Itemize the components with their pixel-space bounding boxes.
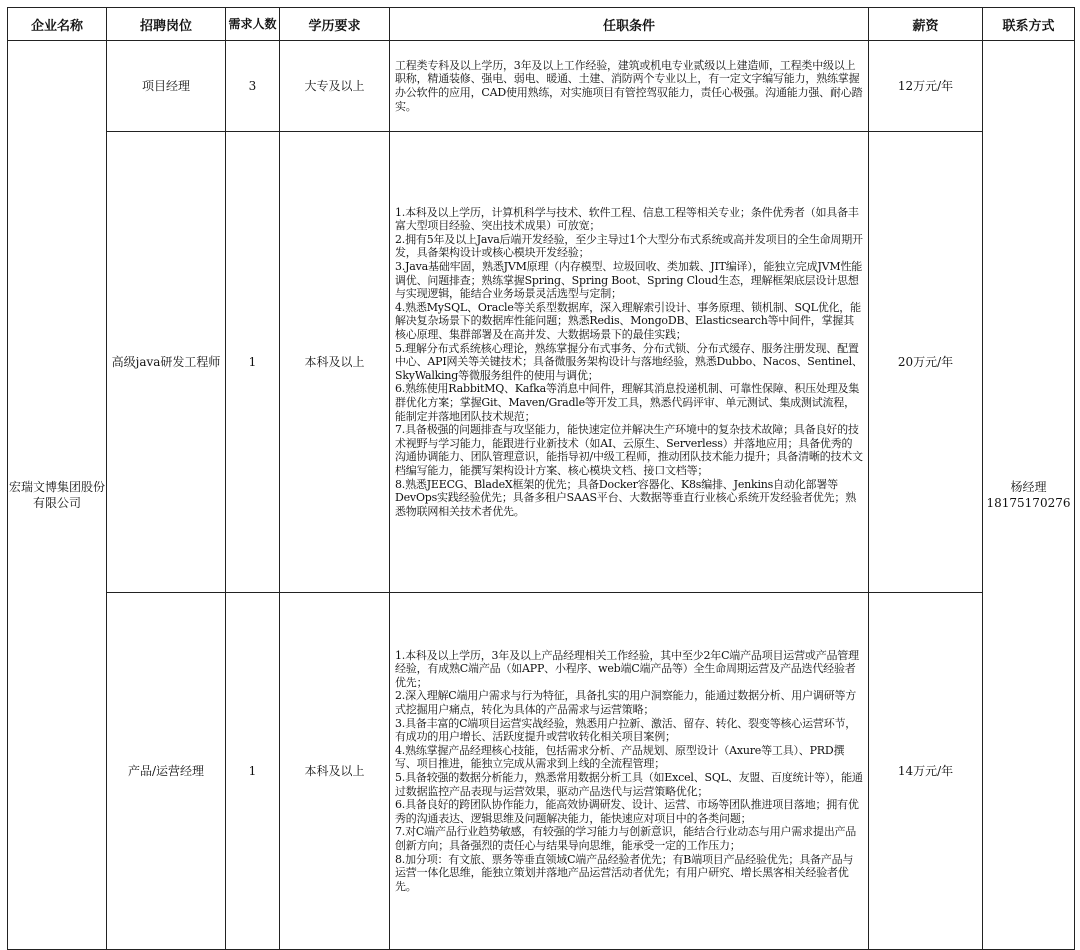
contact-cell xyxy=(983,41,1075,950)
job-count: 3 xyxy=(226,41,280,132)
requirement-item: 6.具备良好的跨团队协作能力，能高效协调研发、设计、运营、市场等团队推进项目落地；拥有优秀的沟通表达、逻辑思维及问题解决能力，能快速应对项目中的各类问题； xyxy=(395,798,859,825)
requirement-item: 2.拥有5年及以上Java后端开发经验，至少主导过1个大型分布式系统或高并发项目的全生命周期开发，具备架构设计或核心模块开发经验； xyxy=(395,232,863,260)
job-row-project-manager xyxy=(8,41,1075,132)
job-salary: 14万元/年 xyxy=(869,593,983,950)
job-position: 项目经理 xyxy=(107,41,226,132)
requirement-item: 4.熟悉MySQL、Oracle等关系型数据库，深入理解索引设计、事务原理、锁机制、SQL优化，能解决复杂场景下的数据库性能问题；熟悉Redis、MongoDB、Elasticsearch等中间件，掌握其核心原理、集群部署及在高并发、大数据场景下的最佳实践； xyxy=(395,300,861,342)
job-requirements xyxy=(390,132,869,593)
header-count: 需求人数 xyxy=(226,8,280,41)
header-requirements: 任职条件 xyxy=(390,8,869,41)
requirement-item: 4.熟练掌握产品经理核心技能，包括需求分析、产品规划、原型设计（Axure等工具）、PRD撰写、项目推进，能独立完成从需求到上线的全流程管理； xyxy=(395,743,845,771)
requirement-item: 8.熟悉JEECG、BladeX框架的优先；具备Docker容器化、K8s编排、Jenkins自动化部署等DevOps实践经验优先；具备多租户SAAS平台、大数据等垂直行业核心系统开发经验者优先；熟悉物联网相关技术者优先。 xyxy=(395,477,857,518)
job-education: 本科及以上 xyxy=(280,132,390,593)
requirement-item: 1.本科及以上学历，3年及以上产品经理相关工作经验，其中至少2年C端产品项目运营或产品管理经验，有成熟C端产品（如APP、小程序、web端C端产品等）全生命周期运营及产品迭代经验者优先； xyxy=(395,648,859,689)
requirement-item: 7.对C端产品行业趋势敏感，有较强的学习能力与创新意识，能结合行业动态与用户需求提出产品创新方向；具备强烈的责任心与结果导向思维，能承受一定的工作压力； xyxy=(395,825,857,852)
job-education: 大专及以上 xyxy=(280,41,390,132)
header-company: 企业名称 xyxy=(8,8,107,41)
requirement-item: 3.具备丰富的C端项目运营实战经验，熟悉用户拉新、激活、留存、转化、裂变等核心运营环节，有成功的用户增长、活跃度提升或营收转化相关项目案例； xyxy=(395,716,857,744)
contact-phone: 18175170276 xyxy=(986,496,1071,510)
job-requirements xyxy=(390,593,869,950)
header-position: 招聘岗位 xyxy=(107,8,226,41)
job-row-product-manager xyxy=(8,593,1075,950)
job-row-java-engineer xyxy=(8,132,1075,593)
header-row xyxy=(8,8,1075,41)
job-requirements xyxy=(390,41,869,132)
requirement-item: 5.理解分布式系统核心理论，熟练掌握分布式事务、分布式锁、分布式缓存、服务注册发现、配置中心、API网关等关键技术；具备微服务架构设计与落地经验，熟悉Dubbo、Nacos、Sentinel、SkyWalking等微服务组件的使用与调优； xyxy=(395,341,863,382)
recruitment-table xyxy=(7,7,1075,950)
job-salary: 20万元/年 xyxy=(869,132,983,593)
header-salary: 薪资 xyxy=(869,8,983,41)
job-position: 产品/运营经理 xyxy=(107,593,226,950)
contact-name: 杨经理 xyxy=(1010,480,1047,494)
header-education: 学历要求 xyxy=(280,8,390,41)
requirement-item: 5.具备较强的数据分析能力，熟悉常用数据分析工具（如Excel、SQL、友盟、百度统计等），能通过数据监控产品表现与运营效果，驱动产品迭代与运营策略优化； xyxy=(395,771,863,798)
header-contact: 联系方式 xyxy=(983,8,1075,41)
requirement-item: 8.加分项：有文旅、票务等垂直领域C端产品经验者优先；有B端项目产品经验优先；具备产品与运营一体化思维，能独立策划并落地产品运营活动者优先；有用户研究、增长黑客相关经验者优先。 xyxy=(395,852,854,893)
requirement-item: 3.Java基础牢固，熟悉JVM原理（内存模型、垃圾回收、类加载、JIT编译），能独立完成JVM性能调优、问题排查；熟练掌握Spring、Spring Boot、Spring Cloud生态，理解框架底层设计思想与实现逻辑，能结合业务场景灵活选型与定制； xyxy=(395,260,863,301)
company-name: 宏瑞文博集团股份有限公司 xyxy=(8,480,105,510)
job-salary: 12万元/年 xyxy=(869,41,983,132)
job-education: 本科及以上 xyxy=(280,593,390,950)
job-count: 1 xyxy=(226,593,280,950)
requirement-item: 2.深入理解C端用户需求与行为特征，具备扎实的用户洞察能力，能通过数据分析、用户调研等方式挖掘用户痛点，转化为具体的产品需求与运营策略； xyxy=(395,689,857,717)
job-position: 高级java研发工程师 xyxy=(107,132,226,593)
job-count: 1 xyxy=(226,132,280,593)
requirement-item: 6.熟练使用RabbitMQ、Kafka等消息中间件，理解其消息投递机制、可靠性保障、积压处理及集群优化方案；掌握Git、Maven/Gradle等开发工具，熟悉代码评审、单元测试、集成测试流程，能制定并落地团队技术规范； xyxy=(395,382,860,423)
requirement-item: 工程类专科及以上学历，3年及以上工作经验，建筑或机电专业贰级以上建造师，工程类中级以上职称，精通装修、强电、弱电、暖通、土建、消防两个专业以上，有一定文字编写能力，熟练掌握办公软件的应用，CAD使用熟练，对实施项目有管控驾驭能力，责任心极强。沟通能力强、耐心踏实。 xyxy=(395,58,863,113)
requirement-item: 7.具备极强的问题排查与攻坚能力，能快速定位并解决生产环境中的复杂技术故障；具备良好的技术视野与学习能力，能跟进行业新技术（如AI、云原生、Serverless）并落地应用；具备优秀的沟通协调能力、团队管理意识，能指导初/中级工程师，推动团队技术能力提升；具备清晰的技术文档编写能力，能撰写架构设计方案、核心模块文档、接口文档等； xyxy=(395,423,863,477)
company-name-cell xyxy=(8,41,107,950)
requirement-item: 1.本科及以上学历，计算机科学与技术、软件工程、信息工程等相关专业；条件优秀者（如具备丰富大型项目经验、突出技术成果）可放宽； xyxy=(395,205,859,233)
